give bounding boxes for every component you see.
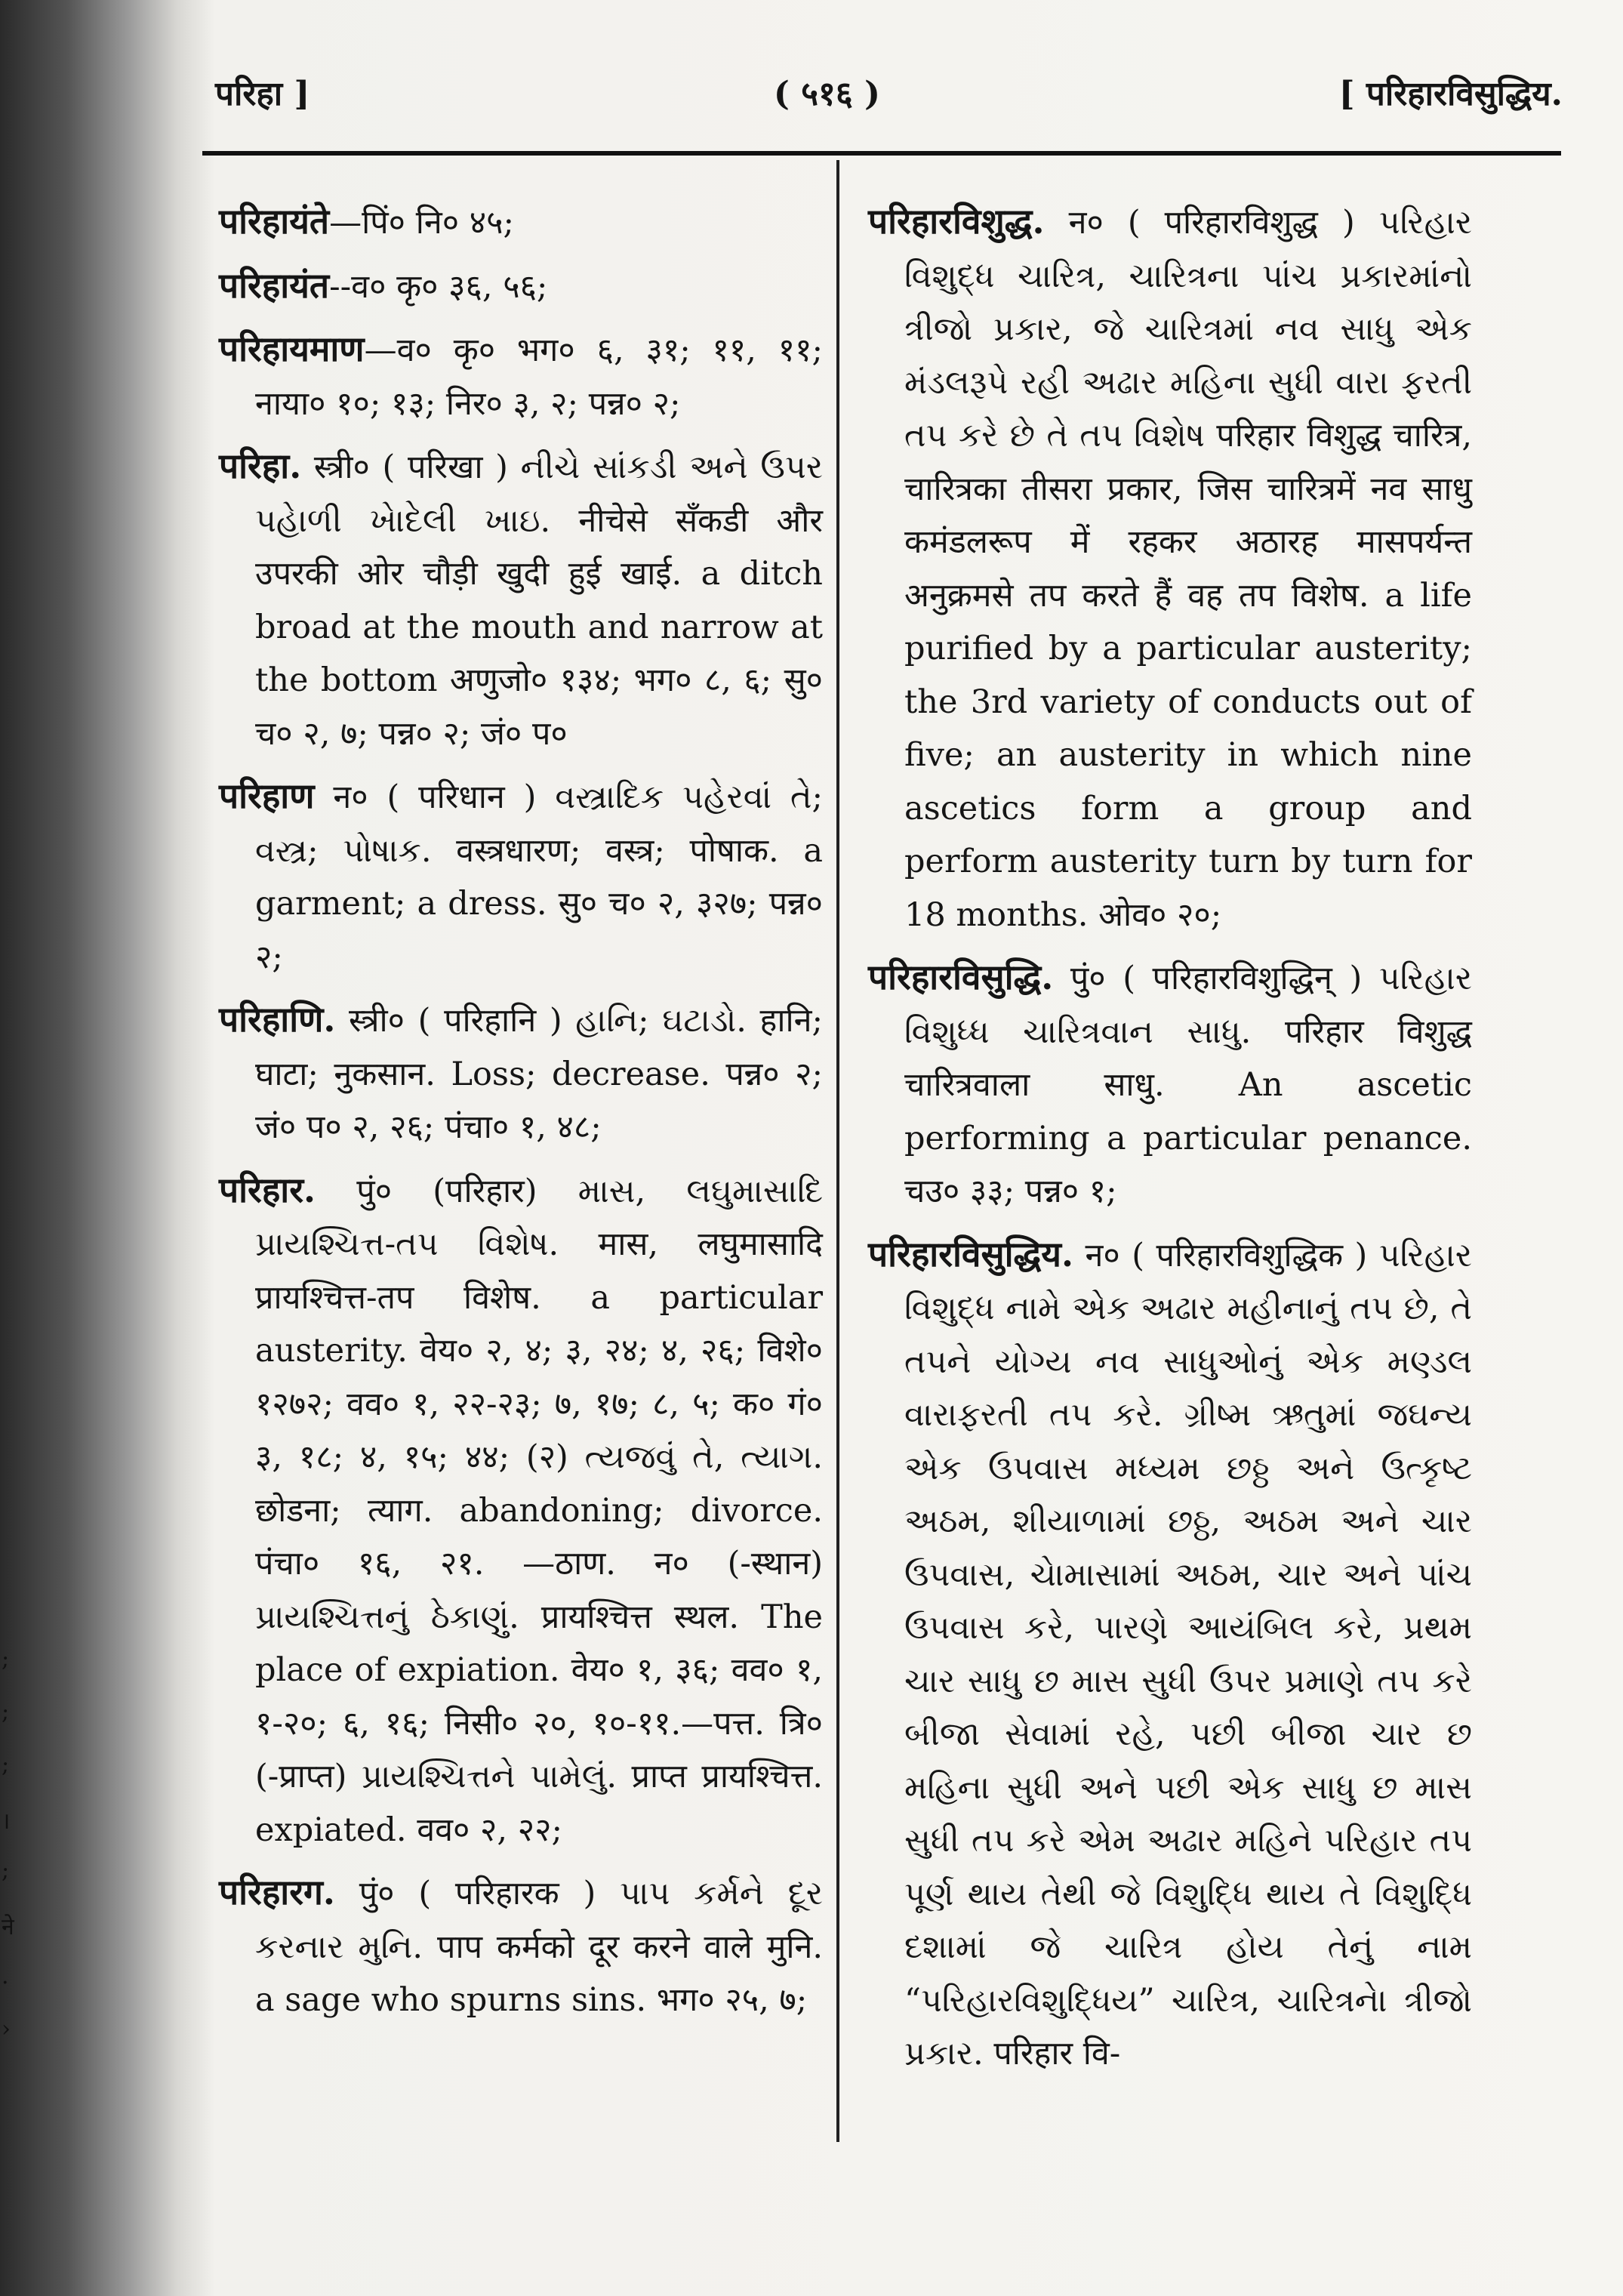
running-head-right: [ परिहारविसुद्धिय. <box>1338 75 1563 113</box>
gutter-mark: । <box>2 1808 11 1835</box>
dictionary-entry <box>219 769 823 984</box>
gutter-mark: . <box>2 1963 9 1989</box>
entry-headword: परिहारग. <box>219 1872 335 1912</box>
entry-body: पुं० (परिहार) માસ, લઘુમાસાદિ પ્રાયશ્ચિત્ત-તપ વિશેષ. मास, लघुमासादि प्रायश्चित्त-तप विशेष. a particular austerity. वेय० २, ४; ३, २४; ४, २६; विशे० १२७२; वव० १, २२-२३; ७, १७; ८, ५; क० गं० ३, १८; ४, १५; ४४; (२) ત્યજવું તે, ત્યાગ. छोडना; त्याग. abandoning; divorce. पंचा० १६, २१. —ठाण. न० (-स्थान) પ્રાયશ્ચિત્તનું ઠેકાણું. प्रायश्चित्त स्थल. The place of expiation. वेय० १, ३६; वव० १, १-२०; ६, १६; निसी० २०, १०-११.—पत्त. त्रि० (-प्राप्त) પ્રાયશ્ચિત્તને પામેલું. प्राप्त प्रायश्चित्त. expiated. वव० २, २२; <box>255 1172 823 1849</box>
gutter-mark: ; <box>2 1646 10 1672</box>
entry-headword: परिहा. <box>219 445 302 486</box>
entry-headword: परिहारविसुद्धिय. <box>868 1233 1073 1274</box>
gutter-mark: ; <box>2 1752 10 1778</box>
dictionary-entry <box>219 1866 823 2027</box>
entry-body: पुं० ( परिहारक ) પાપ કર્મને દૂર કરનાર મુનિ. पाप कर्मको दूर करने वाले मुनि. a sage who spurns sins. भग० २५, ७; <box>255 1875 823 2019</box>
running-head <box>215 69 1563 130</box>
entry-body: न० ( परिहारविशुद्धिक ) પરિહાર વિશુદ્ધ નામે એક અઢાર મહીનાનું તપ છે, તે તપને યોગ્ય નવ સાધુઓનું એક મણ્ડલ વારાફરતી તપ કરે. ગ્રીષ્મ ઋતુમાં જઘન્ય એક ઉપવાસ મધ્યમ છઠ્ઠ અને ઉત્કૃષ્ટ અઠમ, શીયાળામાં છઠ્ઠ, અઠમ અને ચાર ઉપવાસ, ચેામાસામાં અઠમ, ચાર અને પાંચ ઉપવાસ કરે, પારણે આયંબિલ કરે, પ્રથમ ચાર સાધુ છ માસ સુધી ઉપર પ્રમાણે તપ કરે બીજા સેવામાં રહે, પછી બીજા ચાર છ મહિના સુધી અને પછી એક સાધુ છ માસ સુધી તપ કરે એમ અઢાર મહિને પરિહાર તપ પૂર્ણ થાય તેથી જે વિશુદ્ધિ થાય તે વિશુદ્ધિ દશામાં જે ચારિત્ર હોય તેનું નામ “પરિહારવિશુદ્ધિય” ચારિત્ર, ચારિત્રનેા ત્રીજો પ્રકાર. परिहार वि- <box>904 1236 1473 2073</box>
running-head-left: परिहा ] <box>215 75 310 113</box>
dictionary-entry <box>868 1228 1472 2081</box>
dictionary-entry <box>219 259 823 314</box>
dictionary-entry <box>219 439 823 760</box>
entry-body: —व० कृ० भग० ६, ३१; ११, ११; नाया० १०; १३; निर० ३, २; पन्न० २; <box>255 331 823 423</box>
dictionary-entry <box>219 1163 823 1857</box>
entry-headword: परिहाण <box>219 775 315 816</box>
gutter-mark: › <box>2 2016 11 2042</box>
entry-body: न० ( परिहारविशुद्ध ) પરિહાર વિશુદ્ધ ચારિત્ર, ચારિત્રના પાંચ પ્રકારમાંનો ત્રીજો પ્રકાર, જે ચારિત્રમાં નવ સાધુ એક મંડલરૂપે રહી અઢાર મહિના સુધી વારા ફરતી તપ કરે છે તે તપ વિશેષ परिहार विशुद्ध चारित्र, चारित्रका तीसरा प्रकार, जिस चारित्रमें नव साधु कमंडलरूप में रहकर अठारह मासपर्यन्त अनुक्रमसे तप करते हैं वह तप विशेष. a life purified by a particular austerity; the 3rd variety of conducts out of five; an austerity in which nine ascetics form a group and perform austerity turn by turn for 18 months. ओव० २०; <box>904 204 1472 934</box>
entry-body: स्त्री० ( परिखा ) નીચે સાંકડી અને ઉપર પહેાળી ખેાદેલી ખાઇ. नीचेसे सँकडी और उपरकी ओर चौड़ी खुदी हुई खाई. a ditch broad at the mouth and narrow at the bottom अणुजो० १३४; भग० ८, ६; सु० च० २, ७; पन्न० २; जं० प० <box>255 448 824 753</box>
entry-headword: परिहारविसुद्धि. <box>868 957 1054 997</box>
left-column <box>219 195 823 2036</box>
entry-body: स्त्री० ( परिहानि ) હાનિ; ઘટાડો. हानि; घाटा; नुकसान. Loss; decrease. पन्न० २; जं० प० २, २६; पंचा० १, ४८; <box>255 1002 824 1146</box>
dictionary-entry <box>219 993 823 1154</box>
dictionary-entry <box>219 322 823 430</box>
entry-headword: परिहायंत <box>219 264 330 306</box>
entry-body: —पिं० नि० ४५; <box>329 204 514 242</box>
entry-headword: परिहायंते <box>219 201 330 242</box>
entry-body: न० ( परिधान ) વસ્ત્રાદિક પહેરવાં તે; વસ્ત્ર; પોષાક. वस्त्रधारण; वस्त्र; पोषाक. a garment; a dress. सु० च० २, ३२७; पन्न० २; <box>255 778 823 976</box>
gutter-marks <box>2 1646 24 2069</box>
column-divider <box>836 160 839 2142</box>
dictionary-entry <box>868 951 1472 1219</box>
dictionary-entry <box>219 195 823 250</box>
entry-body: पुं० ( परिहारविशुद्धिन् ) પરિહાર વિશુધ્ધ ચારિત્રવાન સાધુ. परिहार विशुद्ध चारित्रवाला साधु. An ascetic performing a particular penance. चउ० ३३; पन्न० १; <box>904 960 1473 1210</box>
entry-headword: परिहारविशुद्ध. <box>868 201 1045 242</box>
dictionary-entry <box>868 195 1472 942</box>
entry-headword: परिहार. <box>219 1169 316 1210</box>
header-rule <box>202 151 1561 156</box>
page-number: ( ५१६ ) <box>774 75 880 113</box>
right-column <box>868 195 1472 2090</box>
entry-headword: परिहायमाण <box>219 328 365 369</box>
gutter-mark: ; <box>2 1699 10 1725</box>
gutter-mark: ने <box>2 1914 14 1940</box>
entry-headword: परिहाणि. <box>219 999 336 1040</box>
gutter-mark: ; <box>2 1857 10 1884</box>
entry-body: --व० कृ० ३६, ५६; <box>329 267 548 306</box>
